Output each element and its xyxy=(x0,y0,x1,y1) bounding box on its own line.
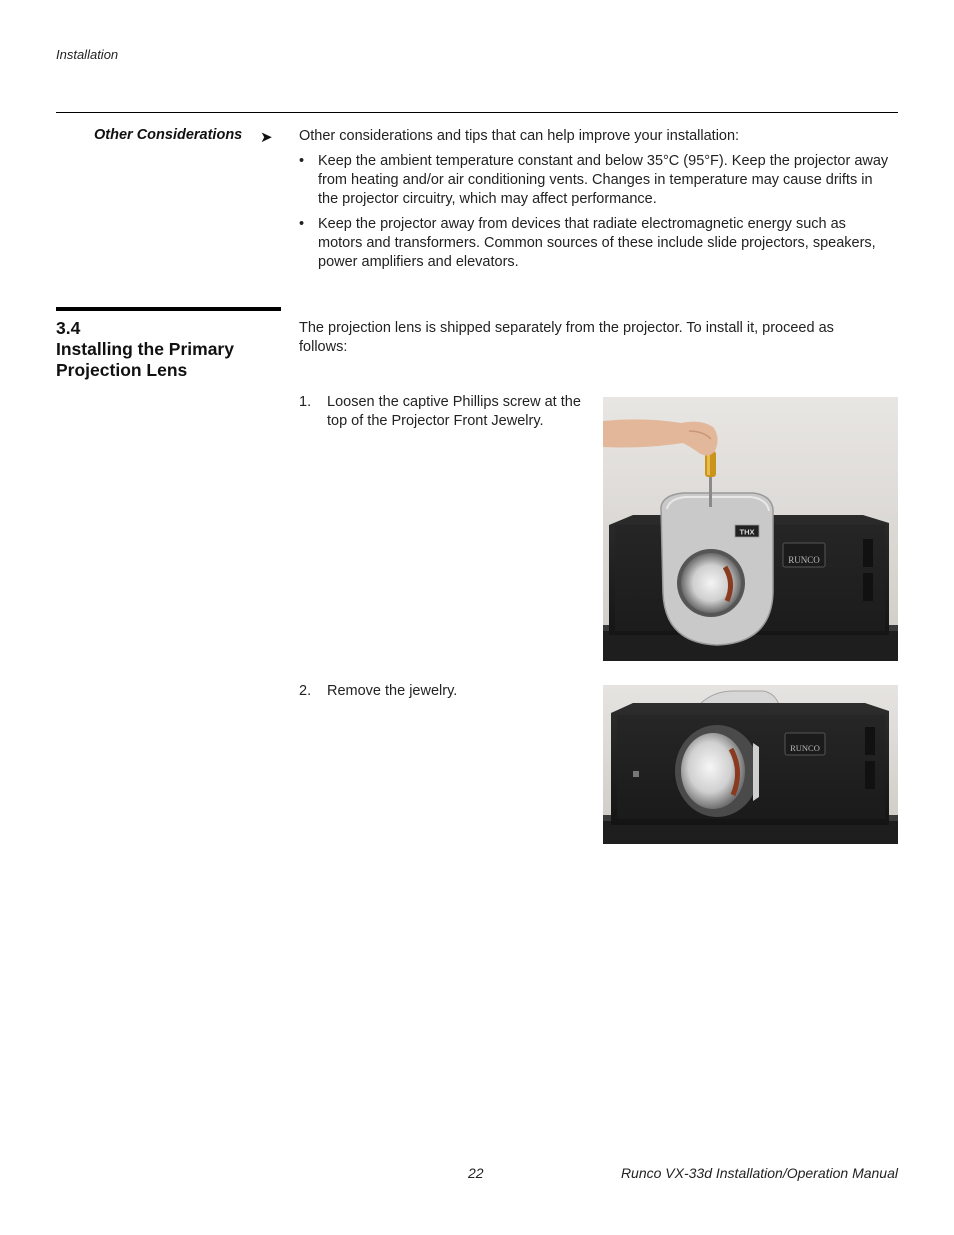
projector-without-jewelry-photo xyxy=(603,685,898,844)
step-text: Remove the jewelry. xyxy=(327,683,458,699)
projector-jewelry-illustration xyxy=(603,397,898,661)
section-intro: The projection lens is shipped separately from the projector. To install it, proceed as follows: xyxy=(299,320,834,355)
section-number: 3.4 xyxy=(56,318,81,338)
other-considerations-heading: Other Considerations xyxy=(94,127,243,143)
arrow-icon: ➤ xyxy=(260,129,273,146)
running-head: Installation xyxy=(56,47,119,62)
considerations-list xyxy=(299,152,889,278)
section-title-line1: Installing the Primary xyxy=(56,339,234,359)
list-item-text: Keep the projector away from devices that radiate electromagnetic energy such as motors and transformers. Common sources of these include slide projectors, speakers, power amplifiers and elevators. xyxy=(318,216,876,270)
top-rule xyxy=(56,112,898,113)
section-heading xyxy=(56,318,286,381)
step-1 xyxy=(299,393,599,431)
step-number: 1. xyxy=(299,394,312,410)
list-item-text: Keep the ambient temperature constant and below 35°C (95°F). Keep the projector away from heating and/or air conditioning vents. Changes in temperature may cause drifts in the projector circuitry, which may affect performance. xyxy=(318,153,889,207)
bullet-icon: • xyxy=(299,153,305,169)
runco-logo-text: RUNCO xyxy=(790,743,820,753)
step-2 xyxy=(299,682,599,701)
manual-title: Runco VX-33d Installation/Operation Manual xyxy=(620,1165,898,1181)
list-item xyxy=(299,152,889,209)
step-number: 2. xyxy=(299,683,312,699)
step-text: Loosen the captive Phillips screw at the top of the Projector Front Jewelry. xyxy=(327,394,581,429)
runco-logo-text: RUNCO xyxy=(788,555,820,565)
section-title-line2: Projection Lens xyxy=(56,360,188,380)
thx-badge-text: THX xyxy=(739,527,755,537)
other-considerations-intro: Other considerations and tips that can help improve your installation: xyxy=(299,128,740,144)
section-rule xyxy=(56,307,281,311)
projector-no-jewelry-illustration xyxy=(603,685,898,844)
projector-with-jewelry-photo xyxy=(603,397,898,661)
list-item xyxy=(299,215,889,272)
bullet-icon: • xyxy=(299,216,305,232)
page-number: 22 xyxy=(468,1165,484,1181)
